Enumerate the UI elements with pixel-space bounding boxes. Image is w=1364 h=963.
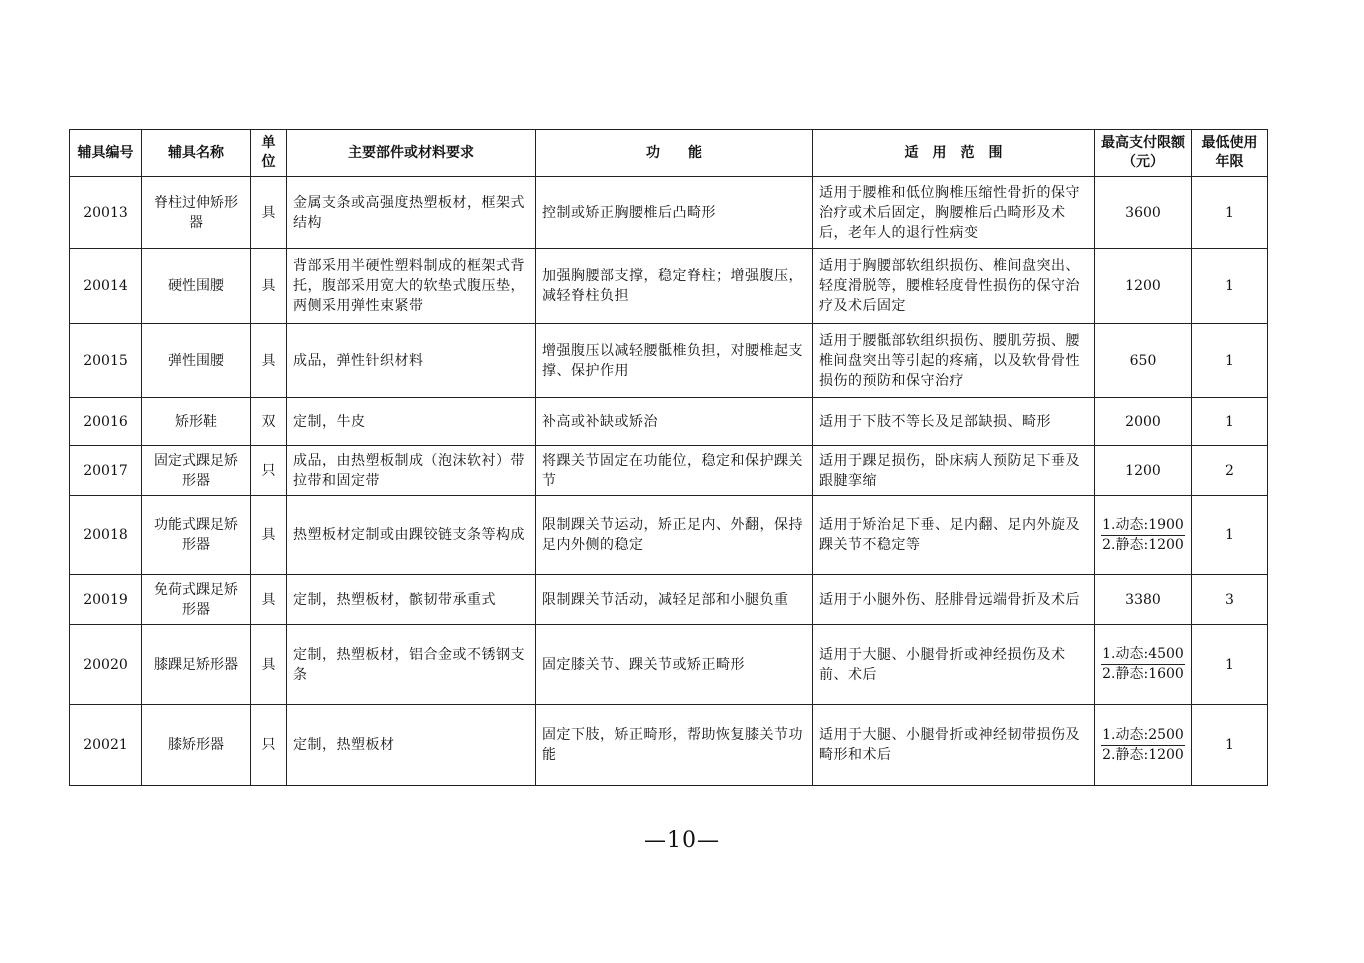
cell-name: 功能式踝足矫形器 <box>142 496 251 575</box>
cell-code: 20019 <box>70 575 142 625</box>
cell-unit: 具 <box>251 496 287 575</box>
cell-function: 限制踝关节活动，减轻足部和小腿负重 <box>536 575 813 625</box>
cell-min-years: 1 <box>1192 625 1268 705</box>
cell-function: 固定下肢，矫正畸形，帮助恢复膝关节功能 <box>536 705 813 786</box>
cell-unit: 只 <box>251 446 287 496</box>
cell-max-pay: 650 <box>1095 324 1192 398</box>
cell-unit: 具 <box>251 177 287 249</box>
cell-material: 定制，牛皮 <box>287 398 536 446</box>
pay-dynamic: 1.动态:4500 <box>1101 645 1185 665</box>
cell-max-pay: 1200 <box>1095 446 1192 496</box>
cell-min-years: 1 <box>1192 705 1268 786</box>
cell-function: 加强胸腰部支撑，稳定脊柱；增强腹压，减轻脊柱负担 <box>536 249 813 324</box>
cell-scope: 适用于腰骶部软组织损伤、腰肌劳损、腰椎间盘突出等引起的疼痛，以及软骨骨性损伤的预防和保守治疗 <box>813 324 1095 398</box>
cell-scope: 适用于矫治足下垂、足内翻、足内外旋及踝关节不稳定等 <box>813 496 1095 575</box>
cell-unit: 只 <box>251 705 287 786</box>
cell-name: 免荷式踝足矫形器 <box>142 575 251 625</box>
table-row <box>70 496 1268 575</box>
table-row <box>70 446 1268 496</box>
pay-dynamic: 1.动态:2500 <box>1101 726 1185 746</box>
table-row <box>70 324 1268 398</box>
cell-unit: 具 <box>251 575 287 625</box>
cell-max-pay <box>1095 496 1192 575</box>
cell-scope: 适用于腰椎和低位胸椎压缩性骨折的保守治疗或术后固定，胸腰椎后凸畸形及术后，老年人的退行性病变 <box>813 177 1095 249</box>
cell-function: 增强腹压以减轻腰骶椎负担，对腰椎起支撑、保护作用 <box>536 324 813 398</box>
cell-unit: 具 <box>251 249 287 324</box>
cell-material: 成品，弹性针织材料 <box>287 324 536 398</box>
header-function: 功 能 <box>536 130 813 177</box>
table-row <box>70 177 1268 249</box>
cell-name: 脊柱过伸矫形器 <box>142 177 251 249</box>
pay-static: 2.静态:1600 <box>1102 666 1184 682</box>
cell-scope: 适用于大腿、小腿骨折或神经韧带损伤及畸形和术后 <box>813 705 1095 786</box>
cell-scope: 适用于下肢不等长及足部缺损、畸形 <box>813 398 1095 446</box>
header-name: 辅具名称 <box>142 130 251 177</box>
pay-dynamic: 1.动态:1900 <box>1101 516 1185 536</box>
cell-name: 矫形鞋 <box>142 398 251 446</box>
cell-unit: 双 <box>251 398 287 446</box>
cell-material: 定制，热塑板材，铝合金或不锈钢支条 <box>287 625 536 705</box>
cell-max-pay <box>1095 705 1192 786</box>
cell-code: 20018 <box>70 496 142 575</box>
cell-code: 20021 <box>70 705 142 786</box>
cell-min-years: 1 <box>1192 324 1268 398</box>
cell-min-years: 1 <box>1192 398 1268 446</box>
table-row <box>70 398 1268 446</box>
cell-max-pay: 3600 <box>1095 177 1192 249</box>
cell-material: 背部采用半硬性塑料制成的框架式背托，腹部采用宽大的软垫式腹压垫，两侧采用弹性束紧带 <box>287 249 536 324</box>
cell-name: 固定式踝足矫形器 <box>142 446 251 496</box>
table-row <box>70 705 1268 786</box>
cell-min-years: 3 <box>1192 575 1268 625</box>
cell-code: 20015 <box>70 324 142 398</box>
cell-max-pay: 2000 <box>1095 398 1192 446</box>
cell-function: 控制或矫正胸腰椎后凸畸形 <box>536 177 813 249</box>
pay-static: 2.静态:1200 <box>1102 746 1184 763</box>
cell-scope: 适用于胸腰部软组织损伤、椎间盘突出、轻度滑脱等，腰椎轻度骨性损伤的保守治疗及术后固定 <box>813 249 1095 324</box>
table-row <box>70 625 1268 705</box>
cell-unit: 具 <box>251 625 287 705</box>
cell-scope: 适用于大腿、小腿骨折或神经损伤及术前、术后 <box>813 625 1095 705</box>
header-unit: 单位 <box>251 130 287 177</box>
cell-code: 20020 <box>70 625 142 705</box>
cell-max-pay: 1200 <box>1095 249 1192 324</box>
pay-static: 2.静态:1200 <box>1102 536 1184 553</box>
cell-max-pay <box>1095 625 1192 705</box>
cell-name: 硬性围腰 <box>142 249 251 324</box>
cell-function: 固定膝关节、踝关节或矫正畸形 <box>536 625 813 705</box>
cell-min-years: 2 <box>1192 446 1268 496</box>
cell-unit: 具 <box>251 324 287 398</box>
assistive-device-table <box>69 129 1268 786</box>
cell-material: 定制，热塑板材，髌韧带承重式 <box>287 575 536 625</box>
cell-min-years: 1 <box>1192 177 1268 249</box>
header-scope: 适 用 范 围 <box>813 130 1095 177</box>
cell-max-pay: 3380 <box>1095 575 1192 625</box>
cell-code: 20017 <box>70 446 142 496</box>
page-number: —10— <box>644 828 720 853</box>
header-max-pay: 最高支付限额（元） <box>1095 130 1192 177</box>
cell-material: 金属支条或高强度热塑板材，框架式结构 <box>287 177 536 249</box>
cell-code: 20016 <box>70 398 142 446</box>
cell-function: 将踝关节固定在功能位，稳定和保护踝关节 <box>536 446 813 496</box>
cell-min-years: 1 <box>1192 249 1268 324</box>
header-row <box>70 130 1268 177</box>
table-row <box>70 575 1268 625</box>
cell-min-years: 1 <box>1192 496 1268 575</box>
cell-code: 20013 <box>70 177 142 249</box>
cell-name: 膝踝足矫形器 <box>142 625 251 705</box>
cell-name: 膝矫形器 <box>142 705 251 786</box>
header-material: 主要部件或材料要求 <box>287 130 536 177</box>
cell-function: 补高或补缺或矫治 <box>536 398 813 446</box>
cell-code: 20014 <box>70 249 142 324</box>
table-row <box>70 249 1268 324</box>
cell-material: 热塑板材定制或由踝铰链支条等构成 <box>287 496 536 575</box>
cell-material: 成品，由热塑板制成（泡沫软衬）带拉带和固定带 <box>287 446 536 496</box>
header-min-years: 最低使用年限 <box>1192 130 1268 177</box>
cell-material: 定制，热塑板材 <box>287 705 536 786</box>
header-code: 辅具编号 <box>70 130 142 177</box>
cell-name: 弹性围腰 <box>142 324 251 398</box>
cell-function: 限制踝关节运动，矫正足内、外翻，保持足内外侧的稳定 <box>536 496 813 575</box>
cell-scope: 适用于小腿外伤、胫腓骨远端骨折及术后 <box>813 575 1095 625</box>
cell-scope: 适用于踝足损伤，卧床病人预防足下垂及跟腱挛缩 <box>813 446 1095 496</box>
